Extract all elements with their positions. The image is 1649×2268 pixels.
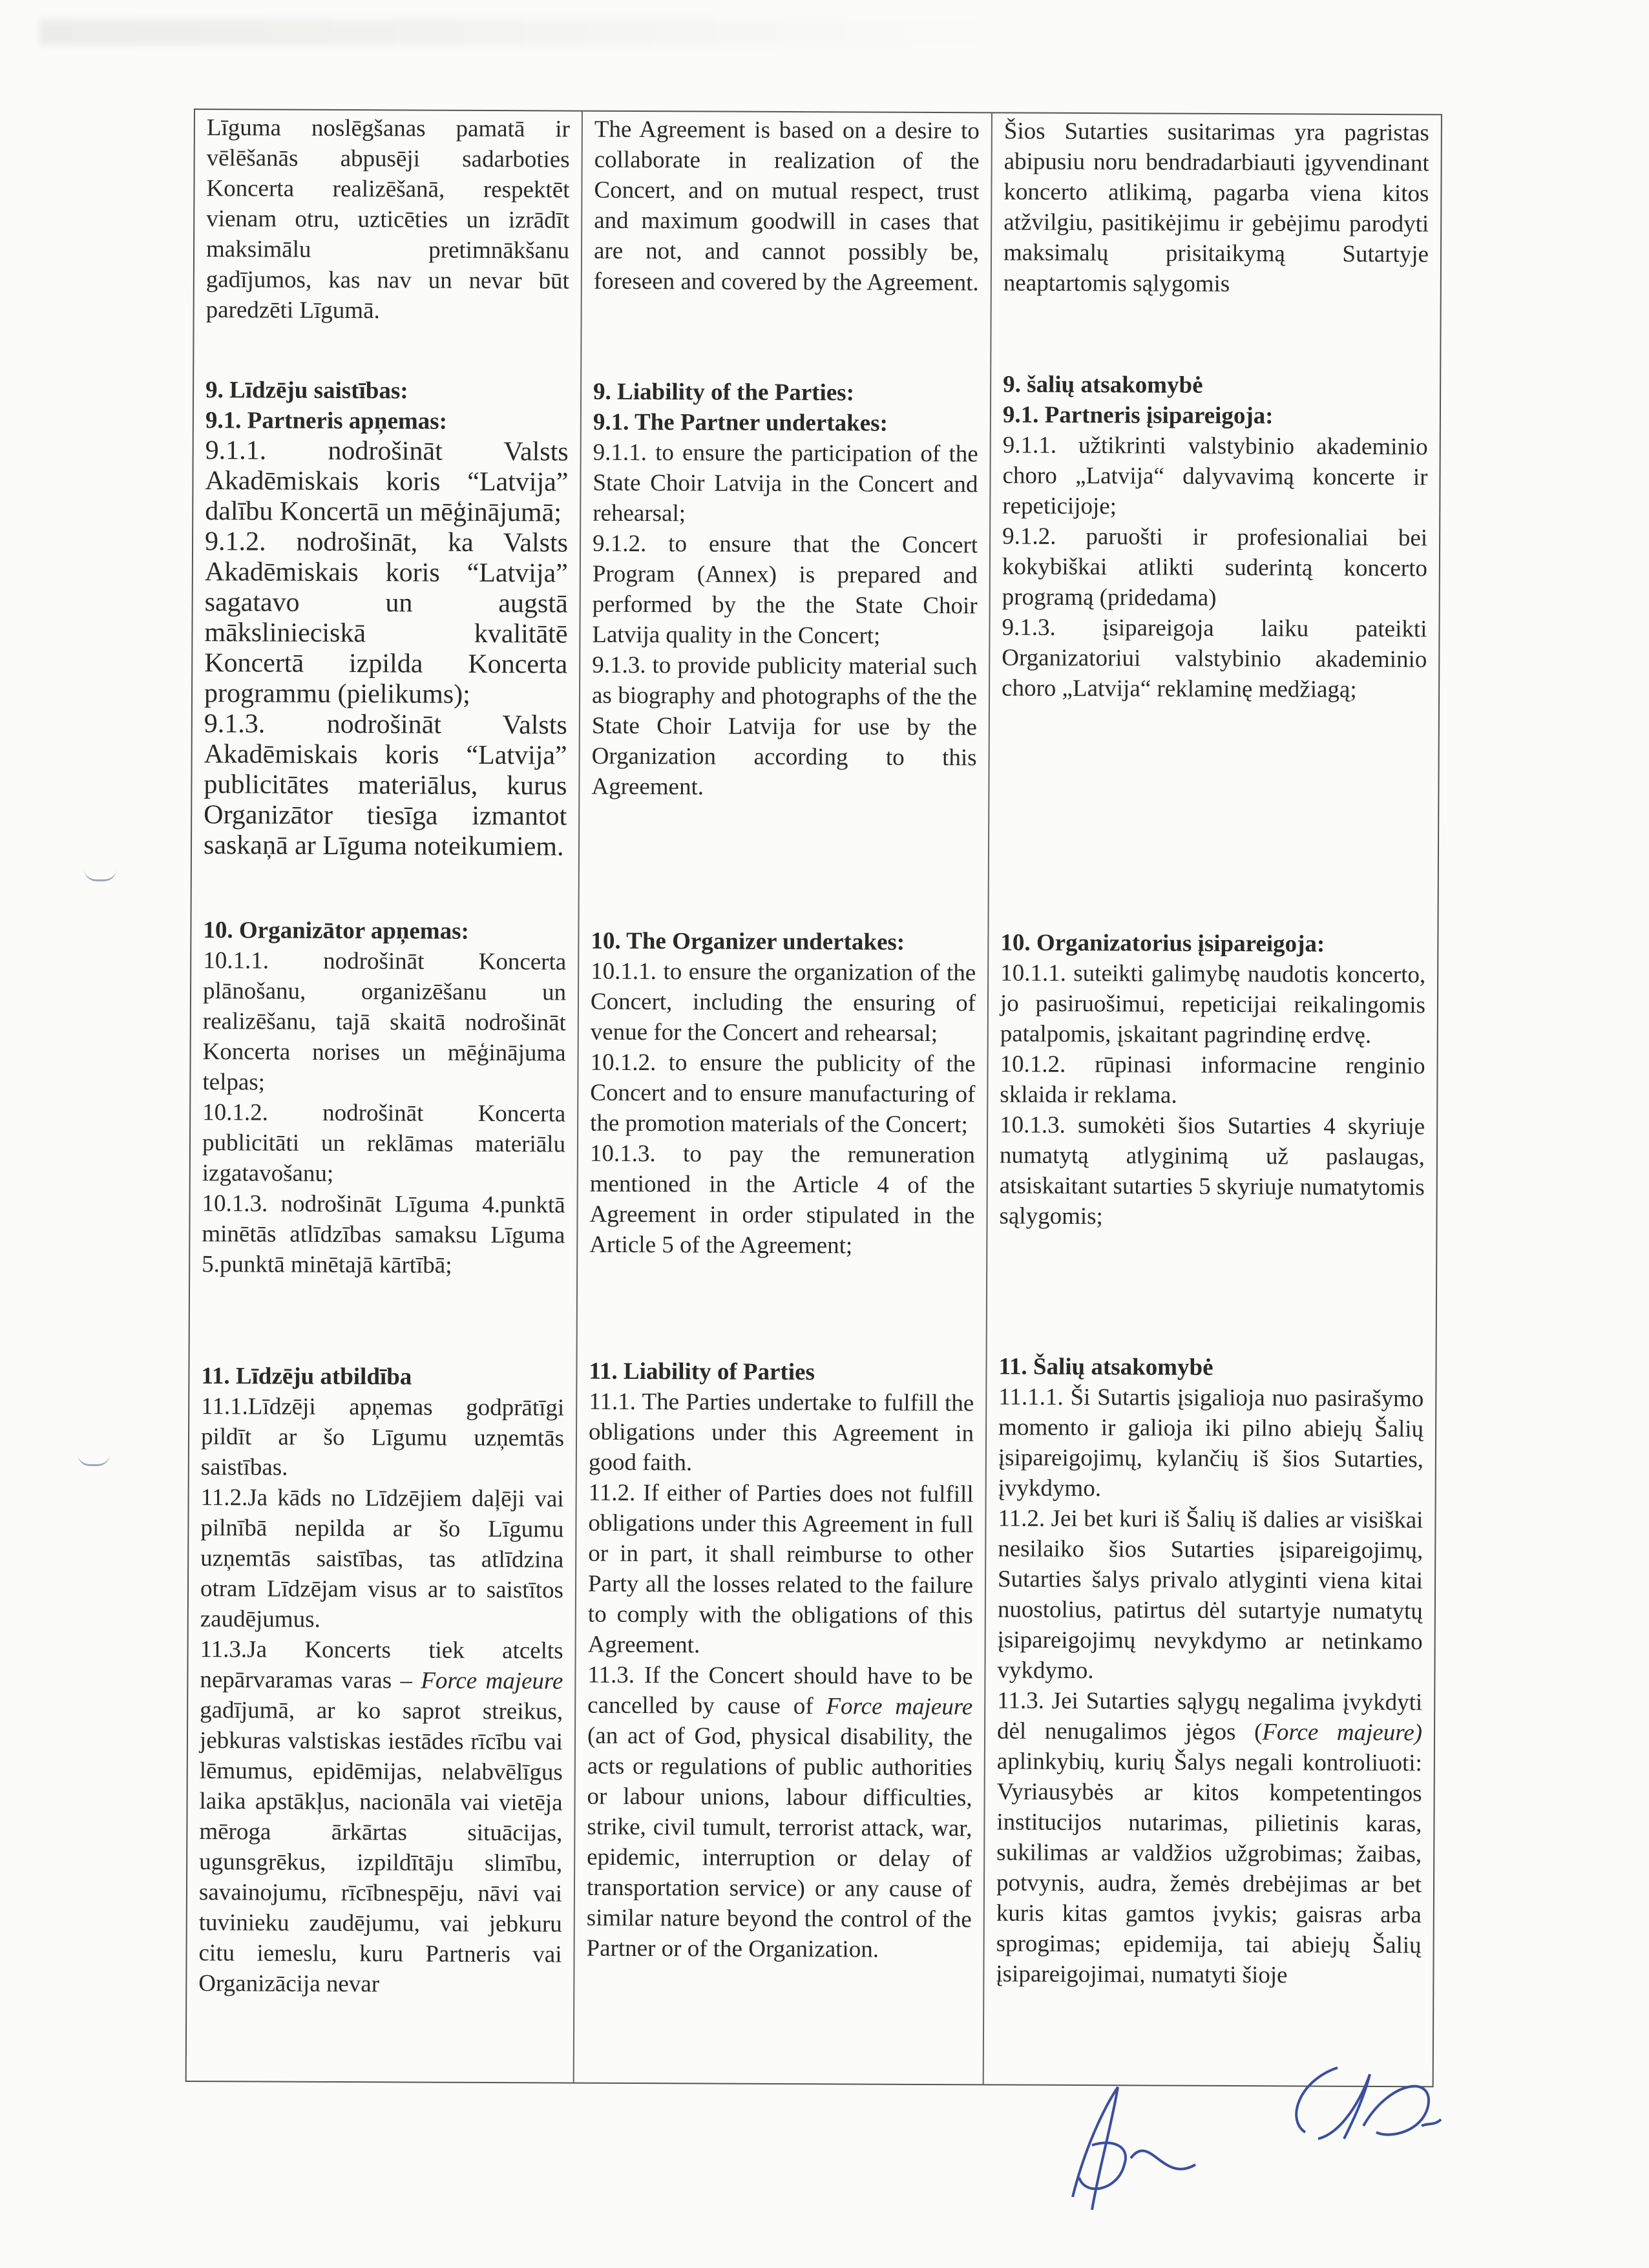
clause-text: gadījumā, ar ko saprot streikus, jebkuras valstiskas iestādes rīcību vai lēmumus, epidēmijas, nelabvēlīgus laika apstākļus, nacionāla vai vietēja mēroga ārkārtas situācijas, ugunsgrēkus, izpildītāju slimību, savainojumu, rīcībnespēju, nāvi vai tuvinieku zaudējumu, vai jebkuru citu iemeslu, kuru Partneris vai Organizācija nevar [198,1697,563,1998]
force-majeure-term: Force majeure [826,1693,973,1721]
clause: 10.1.2. rūpinasi informacine renginio sklaida ir reklama. [1000,1051,1425,1109]
section-heading: 9. Liability of the Parties: [593,378,855,406]
clause: 10.1.2. nodrošināt Koncerta publicitāti un reklāmas materiālu izgatavošanu; [202,1099,566,1187]
clause [198,1634,563,2000]
lt-section-9 [989,366,1440,918]
clause: 9.1.2. to ensure that the Concert Program (Annex) is prepared and performed by the the State Choir Latvija quality in the Concert; [592,530,978,649]
clause: 9.1.2. nodrošināt, ka Valsts Akadēmiskais koris “Latvija” sagatavo un augstā mākslinieciskā kvalitātē Koncertā izpilda Koncerta programmu (pielikums); [204,527,569,709]
scan-artifact [39,19,1008,45]
clause: 11.2. If either of Parties does not fulfill obligations under this Agreement in full or in part, it shall reimburse to other Party all the losses related to the failure to comply with the obligations of this Agreement. [587,1479,974,1659]
lv-section-9 [192,363,582,914]
clause: 10.1.3. sumokėti šios Sutarties 4 skyriuje numatytą atlyginimą už paslaugas, atsiskaitant sutarties 5 skyriuje numatytomis sąlygomis; [999,1111,1425,1230]
lv-section-11 [187,1339,578,2083]
force-majeure-term: Force majeure [421,1667,563,1695]
section-heading: 10. Organizatorius įsipareigoja: [1000,929,1325,958]
subsection-heading: 9.1. Partneris apņemas: [205,407,448,435]
section-heading: 10. The Organizer undertakes: [591,927,905,956]
clause: 10.1.2. to ensure the publicity of the Concert and to ensure manufacturing of the promotion materials of the Concert; [590,1049,976,1139]
lt-section-10 [987,916,1438,1344]
clause: 9.1.1. užtikrinti valstybinio akademinio choro „Latvija“ dalyvavimą koncerte ir repeticijoje; [1002,432,1428,520]
lv-intro-cell [194,110,583,365]
clause: 9.1.3. to provide publicity material such as biography and photographs of the the State Choir Latvija for use by the Organization according to this Agreement. [591,651,978,801]
signature-partner [1047,2068,1215,2223]
subsection-heading: 9.1. Partneris įsipareigoja: [1002,401,1274,430]
clause [586,1660,972,1966]
clause: 9.1.1. to ensure the participation of the State Choir Latvija in the Concert and rehearsal; [593,439,978,527]
clause: 10.1.1. nodrošināt Koncerta plānošanu, organizēšanu un realizēšanu, tajā skaitā nodrošināt Koncerta norises un mēģinājuma telpas; [202,947,567,1096]
clause-text: (an act of God, physical disability, the acts or regulations of public authorities or labour unions, labour difficulties, strike, civil tumult, terrorist attack, war, epidemic, interruption or delay of transportation service) or any cause of similar nature beyond the control of the Partner or of the Organization. [586,1722,973,1963]
clause: 10.1.1. to ensure the organization of the Concert, including the ensuring of venue for the Concert and rehearsal; [590,958,976,1047]
trilingual-contract-table [185,109,1442,2087]
clause-text: 11.3. Jei Sutarties sąlygų negalima įvykdyti dėl nenugalimos jėgos ( [996,1687,1423,1746]
clause: 9.1.3. įsipareigoja laiku pateikti Organizatoriui valstybinio akademinio choro „Latvija“ reklaminę medžiagą; [1002,614,1427,703]
clause: 10.1.1. suteikti galimybę naudotis koncerto, jo pasiruošimui, repeticijai reikalingomis patalpomis, įskaitant pagrindinę erdvę. [1000,960,1426,1049]
clause: 9.1.1. nodrošināt Valsts Akadēmiskais koris “Latvija” dalību Koncertā un mēģinājumā; [205,436,569,528]
en-section-10 [578,914,989,1343]
clause: 11.1.1. Ši Sutartis įsigalioja nuo pasirašymo momento ir galioja iki pilno abiejų Šalių įsipareigojimų, kylančių iš šios Sutarties, įvykdymo. [998,1383,1424,1502]
section-heading: 11. Šalių atsakomybė [998,1353,1213,1381]
en-intro-cell [582,112,993,367]
clause-text: 11.3.Ja Koncerts tiek atcelts nepārvaramas varas – [200,1636,563,1694]
lt-intro: Šios Sutarties susitarimas yra pagristas abipusiu noru bendradarbiauti įgyvendinant koncerto atlikimą, pagarba viena kitos atžvilgiu, pasitikėjimu ir gebėjimu parodyti maksimalų prisitaikymą Sutartyje neaptartomis sąlygomis [1003,118,1429,297]
subsection-heading: 9.1. The Partner undertakes: [593,408,888,437]
clause [996,1685,1422,1991]
punch-hole-mark [84,869,116,881]
section-heading: 11. Liability of Parties [589,1358,815,1386]
clause: 11.1.Līdzēji apņemas godprātīgi pildīt ar šo Līgumu uzņemtās saistības. [200,1393,565,1481]
en-section-9 [580,365,992,916]
lv-intro: Līguma noslēgšanas pamatā ir vēlēšanās abpusēji sadarboties Koncerta realizēšanā, respektēt vienam otru, uzticēties un izrādīt maksimālu pretimnākšanu gadījumos, kas nav un nevar būt paredzēti Līgumā. [205,114,570,324]
section-heading: 9. šalių atsakomybė [1003,371,1203,399]
clause: 10.1.3. to pay the remuneration mentioned in the Article 4 of the Agreement in order stipulated in the Article 5 of the Agreement; [589,1140,976,1259]
section-heading: 10. Organizātor apņemas: [203,917,469,945]
section-heading: 9. Līdzēju saistības: [205,377,408,404]
lt-section-11 [984,1342,1436,2086]
clause: 11.2. Jei bet kuri iš Šalių iš dalies ar visiškai nesilaiko šios Sutarties įsipareigojimų, Sutarties šalys privalo atlyginti viena kitai nuostolius, patirtus dėl sutartyje numatytų įsipareigojimų nevykdymo ar netinkamo vykdymo. [997,1505,1423,1685]
force-majeure-term: Force majeure) [1262,1719,1423,1747]
en-intro: The Agreement is based on a desire to collaborate in realization of the Concert, and on mutual respect, trust and maximum goodwill in cases that are not, and cannot possibly be, foreseen and covered by the Agreement. [593,116,980,297]
clause-text: 11.3. If the Concert should have to be cancelled by cause of [587,1661,973,1720]
clause: 9.1.2. paruošti ir profesionaliai bei kokybiškai atlikti suderintą koncerto programą (pridedama) [1002,523,1428,611]
clause-text: aplinkybių, kurių Šalys negali kontroliuoti: Vyriausybės ar kitos kompetentingos institucijos nutarimas, pilietinis karas, sukilimas ar valdžios užgrobimas; žaibas, potvynis, audra, žemės drebėjimas ar bet kuris kitas gamtos įvykis; gaisras arba sprogimas; epidemija, tai abiejų Šalių įsipareigojimai, numatyti šioje [996,1748,1422,1989]
punch-hole-mark [78,1454,110,1466]
clause: 11.2.Ja kāds no Līdzējiem daļēji vai pilnībā nepilda ar šo Līgumu uzņemtās saistības, tas atlīdzina otram Līdzējam visus ar to saistītos zaudējumus. [200,1484,564,1633]
lt-intro-cell [991,113,1441,368]
section-heading: 11. Līdzēju atbildība [201,1363,412,1391]
clause: 10.1.3. nodrošināt Līguma 4.punktā minētās atlīdzības samaksu Līguma 5.punktā minētajā kārtībā; [202,1190,565,1279]
clause: 9.1.3. nodrošināt Valsts Akadēmiskais koris “Latvija” publicitātes materiālus, kurus Organizātor tiesīga izmantot saskaņā ar Līguma noteikumiem. [203,709,567,862]
lv-section-10 [190,912,580,1341]
signature-organizer [1266,2055,1460,2158]
clause: 11.1. The Parties undertake to fulfill the obligations under this Agreement in good faith. [588,1388,974,1476]
en-section-11 [574,1341,987,2084]
